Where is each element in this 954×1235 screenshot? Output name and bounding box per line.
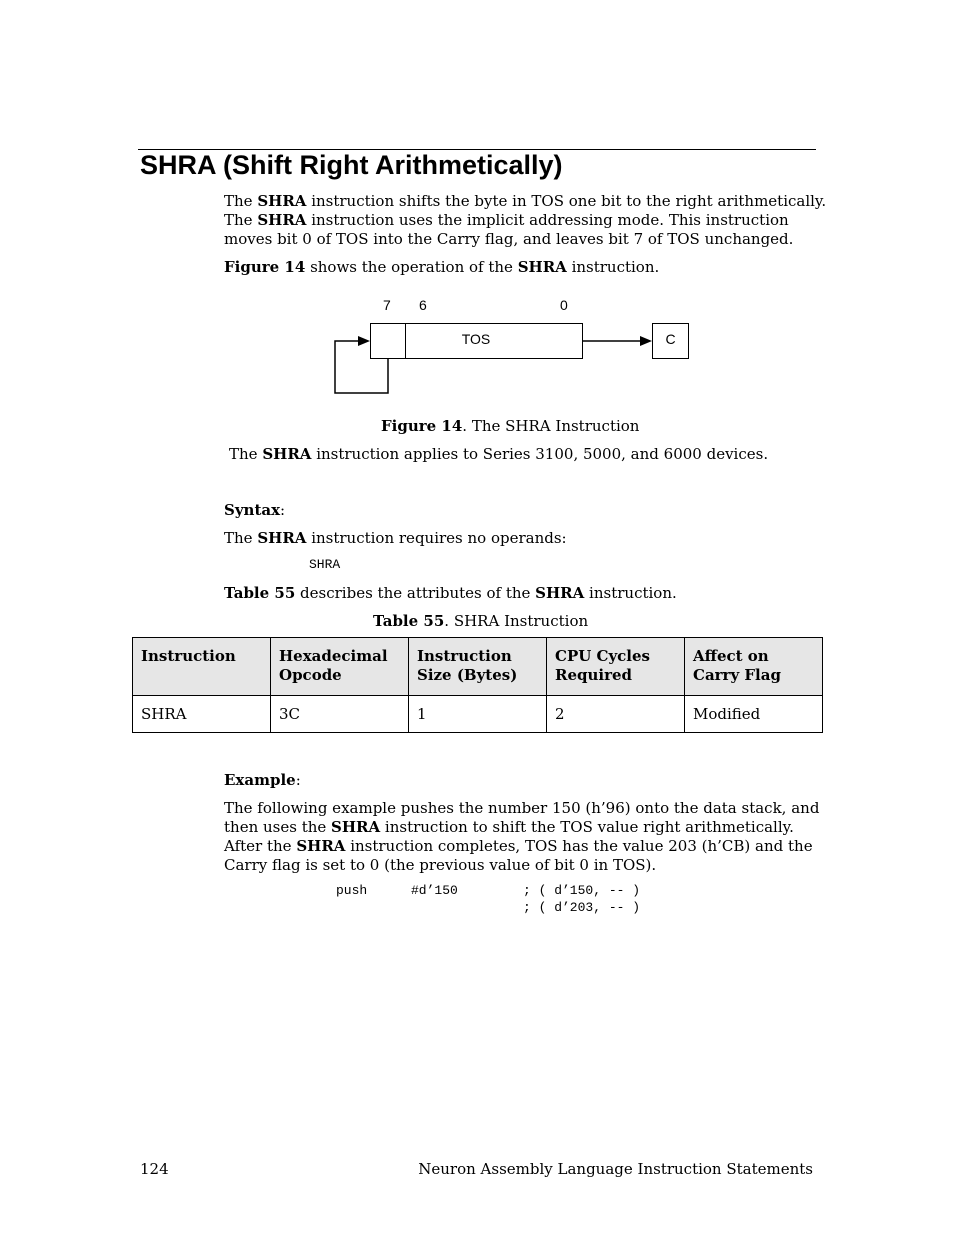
intro-line-2: The SHRA instruction uses the implicit addressing mode. This instruction bbox=[224, 211, 789, 229]
syntax-code: SHRA bbox=[309, 557, 341, 572]
example-line-2: then uses the SHRA instruction to shift the TOS value right arithmetically. bbox=[224, 818, 794, 836]
table-header-row bbox=[133, 638, 823, 696]
header-cycles: CPU Cycles Required bbox=[547, 638, 685, 696]
example-line-3: After the SHRA instruction completes, TOS has the value 203 (h’CB) and the bbox=[224, 837, 813, 855]
table-row bbox=[133, 696, 823, 733]
syntax-description: The SHRA instruction requires no operands: bbox=[224, 529, 567, 547]
carry-label: C bbox=[665, 331, 676, 347]
example-line-4: Carry flag is set to 0 (the previous value of bit 0 in TOS). bbox=[224, 856, 657, 874]
footer-title: Neuron Assembly Language Instruction Statements bbox=[418, 1160, 813, 1178]
example-heading: Example: bbox=[224, 771, 301, 789]
cell-opcode: 3C bbox=[271, 696, 409, 733]
code-comment-1: ; ( d’150, -- ) bbox=[523, 883, 641, 898]
syntax-heading: Syntax: bbox=[224, 501, 286, 519]
code-comment-2: ; ( d’203, -- ) bbox=[523, 900, 641, 915]
example-line-1: The following example pushes the number 150 (h’96) onto the data stack, and bbox=[224, 799, 820, 817]
page-title: SHRA (Shift Right Arithmetically) bbox=[140, 150, 563, 180]
feedback-arrow-head bbox=[358, 336, 370, 346]
table-caption: Table 55. SHRA Instruction bbox=[373, 612, 589, 630]
bit-label-0: 0 bbox=[560, 297, 568, 313]
bit-label-6: 6 bbox=[419, 297, 427, 313]
carry-arrow-head bbox=[640, 336, 652, 346]
header-instruction: Instruction bbox=[133, 638, 271, 696]
cell-cycles: 2 bbox=[547, 696, 685, 733]
header-carry: Affect on Carry Flag bbox=[685, 638, 823, 696]
bit-label-7: 7 bbox=[383, 297, 391, 313]
example-paragraph bbox=[224, 799, 819, 875]
cell-size: 1 bbox=[409, 696, 547, 733]
code-arg-push: #d’150 bbox=[411, 883, 458, 898]
header-size: Instruction Size (Bytes) bbox=[409, 638, 547, 696]
diagram-arrows bbox=[0, 0, 954, 420]
bit7-feedback-line bbox=[335, 341, 388, 393]
figure-caption: Figure 14. The SHRA Instruction bbox=[381, 417, 640, 435]
table-intro: Table 55 describes the attributes of the SHRA instruction. bbox=[224, 584, 677, 602]
tos-label: TOS bbox=[461, 331, 491, 347]
code-op-push: push bbox=[336, 883, 368, 898]
page-number: 124 bbox=[140, 1160, 169, 1178]
figure-reference: Figure 14 shows the operation of the SHRA instruction. bbox=[224, 258, 660, 276]
cell-carry: Modified bbox=[685, 696, 823, 733]
intro-line-1: The SHRA instruction shifts the byte in TOS one bit to the right arithmetically. bbox=[224, 192, 827, 210]
intro-line-3: moves bit 0 of TOS into the Carry flag, and leaves bit 7 of TOS unchanged. bbox=[224, 230, 794, 248]
header-opcode: Hexadecimal Opcode bbox=[271, 638, 409, 696]
cell-instruction: SHRA bbox=[133, 696, 271, 733]
applies-to-text: The SHRA instruction applies to Series 3100, 5000, and 6000 devices. bbox=[229, 445, 769, 463]
attributes-table bbox=[132, 637, 823, 733]
